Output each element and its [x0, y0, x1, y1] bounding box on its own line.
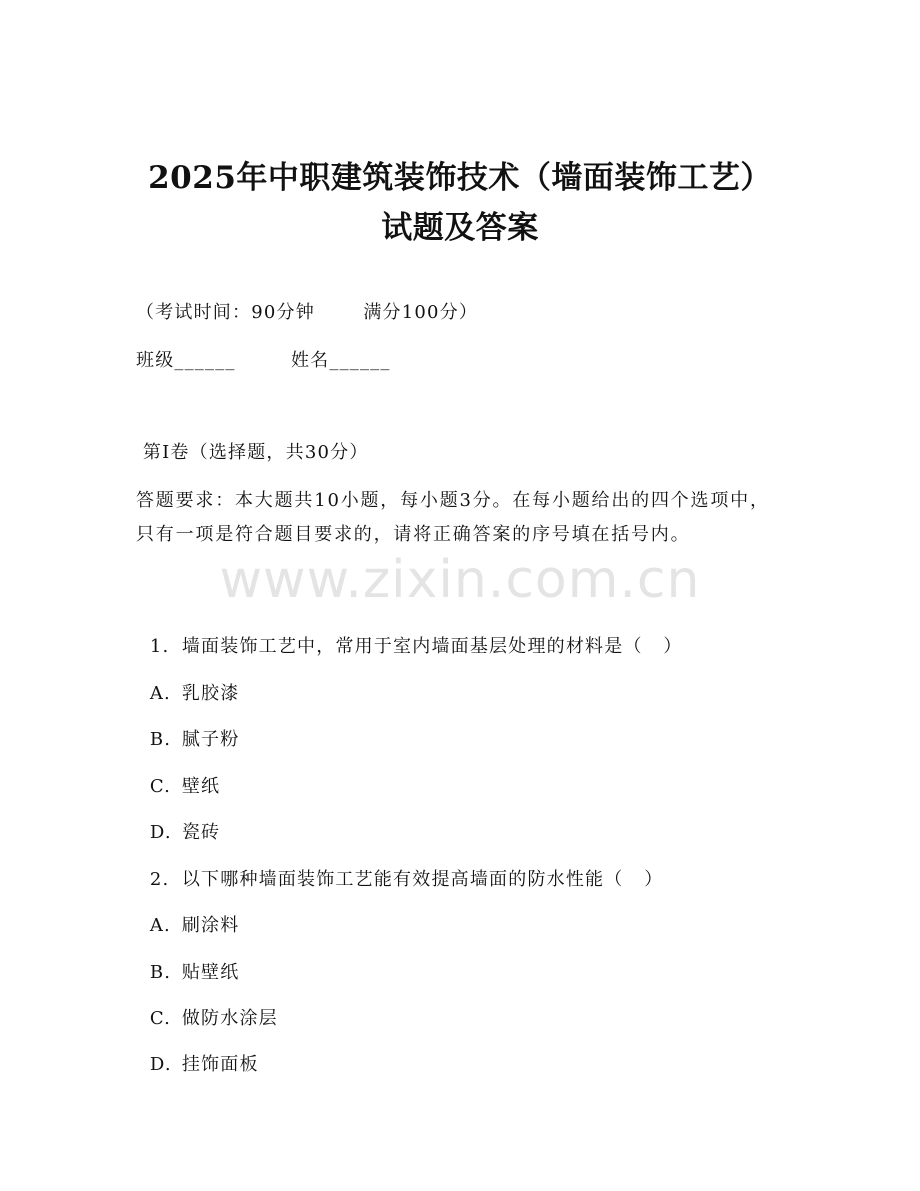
option-label: C. [149, 776, 172, 797]
option-text: 腻子粉 [181, 729, 240, 750]
question-1-option-d [136, 797, 220, 845]
question-2-option-d [136, 1029, 259, 1077]
instructions-paragraph: 答题要求：本大题共10小题，每小题3分。在每小题给出的四个选项中，只有一项是符合题目要求的，请将正确答案的序号填在括号内。 [136, 490, 770, 545]
question-number: 1. [149, 636, 170, 657]
document-title-line-2: 试题及答案 [381, 210, 539, 246]
option-label: D. [149, 822, 172, 843]
question-2 [136, 844, 663, 892]
question-1-option-b [136, 704, 239, 752]
option-label: B. [149, 962, 172, 983]
option-text: 挂饰面板 [181, 1054, 259, 1075]
option-text: 壁纸 [181, 776, 221, 797]
option-text: 瓷砖 [181, 822, 221, 843]
question-2-option-b [136, 937, 239, 985]
option-text: 刷涂料 [181, 915, 240, 936]
question-text: 以下哪种墙面装饰工艺能有效提高墙面的防水性能（ ） [181, 869, 664, 890]
watermark: www.zixin.com.cn [219, 550, 701, 610]
document-title-line-1: 2025年中职建筑装饰技术（墙面装饰工艺） [148, 160, 772, 196]
option-text: 贴壁纸 [181, 962, 240, 983]
question-text: 墙面装饰工艺中，常用于室内墙面基层处理的材料是（ ） [181, 636, 683, 657]
option-text: 乳胶漆 [181, 683, 240, 704]
question-number: 2. [149, 869, 170, 890]
question-2-option-c [136, 983, 278, 1031]
question-2-option-a [136, 890, 239, 938]
option-label: A. [149, 683, 171, 704]
option-text: 做防水涂层 [181, 1008, 278, 1029]
option-label: D. [149, 1054, 172, 1075]
exam-info: （考试时间：90分钟 满分100分） [136, 302, 479, 323]
option-label: B. [149, 729, 172, 750]
question-1-option-a [136, 658, 239, 706]
option-label: A. [149, 915, 171, 936]
class-name-fields: 班级______ 姓名______ [136, 350, 391, 371]
question-1 [136, 611, 683, 659]
option-label: C. [149, 1008, 172, 1029]
question-1-option-c [136, 751, 220, 799]
section-title: 第I卷（选择题，共30分） [136, 442, 369, 463]
